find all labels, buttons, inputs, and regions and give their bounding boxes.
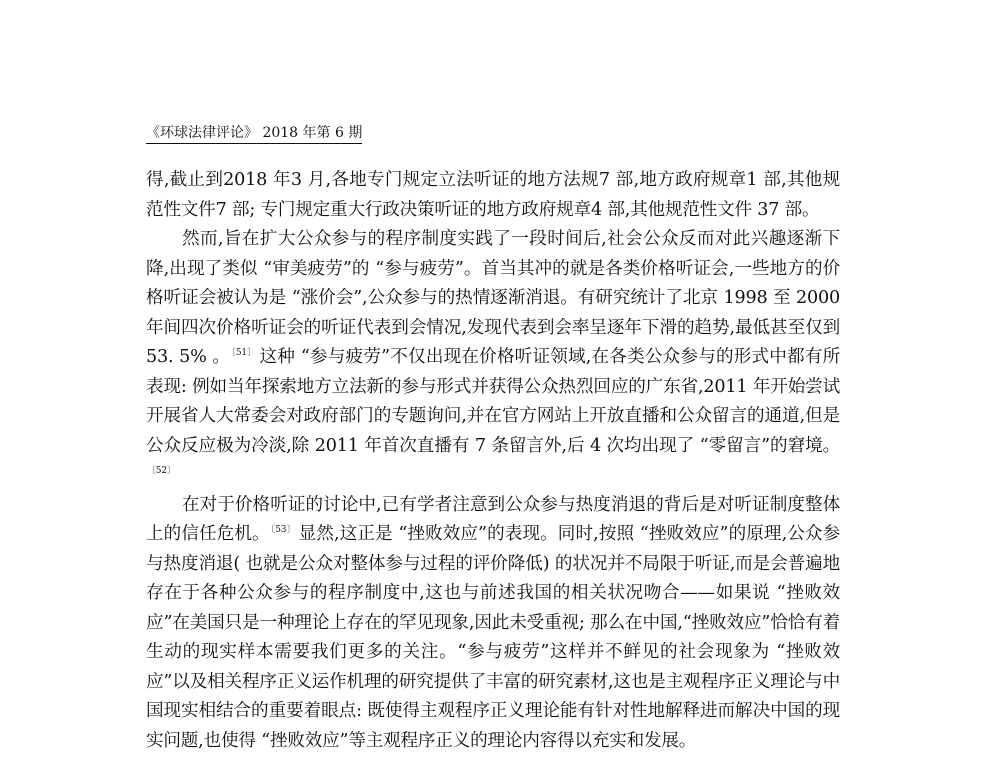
running-header	[146, 124, 362, 144]
paragraph-2-text-b: 这种 “参与疲劳”不仅出现在价格听证领域,在各类公众参与的形式中都有所表现: 例如当年探索地方立法新的参与形式并获得公众热烈回应的广东省,2011 年开始尝试开展省人大常委会对政府部门的专题询问,并在官方网站上开放直播和公众留言的通道,但是公众反应极为冷淡,除 2011 年首次直播有 7 条留言外,后 4 次均出现了 “零留言”的窘境。	[146, 347, 840, 456]
paragraph-2	[146, 225, 840, 491]
article-body	[146, 166, 840, 756]
journal-running-title: 《环球法律评论》 2018 年第 6 期	[146, 125, 363, 141]
paragraph-1-text: 得,截止到2018 年3 月,各地专门规定立法听证的地方法规7 部,地方政府规章1 部,其他规范性文件7 部; 专门规定重大行政决策听证的地方政府规章4 部,其他规范性文件 37 部。	[146, 170, 840, 220]
paragraph-3-text-b: 显然,这正是 “挫败效应”的表现。同时,按照 “挫败效应”的原理,公众参与热度消退( 也就是公众对整体参与过程的评价降低) 的状况并不局限于听证,而是会普遍地存在于各种公众参与的程序制度中,这也与前述我国的相关状况吻合——如果说 “挫败效应”在美国只是一种理论上存在的罕见现象,因此未受重视; 那么在中国,“挫败效应”恰恰有着生动的现实样本需要我们更多的关注。“参与疲劳”这样并不鲜见的社会现象为 “挫败效应”以及相关程序正义运作机理的研究提供了丰富的研究素材,这也是主观程序正义理论与中国现实相结合的重要着眼点: 既使得主观程序正义理论能有针对性地解释进而解决中国的现实问题,也使得 “挫败效应”等主观程序正义的理论内容得以充实和发展。	[146, 524, 840, 751]
paragraph-1	[146, 166, 840, 225]
paragraph-3	[146, 491, 840, 757]
footnote-ref-53[interactable]: 〔53〕	[270, 525, 296, 535]
footnote-ref-52[interactable]: 〔52〕	[147, 466, 176, 476]
footnote-ref-51[interactable]: 〔51〕	[231, 348, 257, 358]
paragraph-3-text-a: 在对于价格听证的讨论中,已有学者注意到公众参与热度消退的背后是对听证制度整体上的信任危机。	[146, 494, 840, 544]
paragraph-2-text-a: 然而,旨在扩大公众参与的程序制度实践了一段时间后,社会公众反而对此兴趣逐渐下降,出现了类似 “审美疲劳”的 “参与疲劳”。首当其冲的就是各类价格听证会,一些地方的价格听证会被认为是 “涨价会”,公众参与的热情逐渐消退。有研究统计了北京 1998 至 2000 年间四次价格听证会的听证代表到会情况,发现代表到会率呈逐年下滑的趋势,最低甚至仅到 53. 5% 。	[146, 229, 840, 367]
